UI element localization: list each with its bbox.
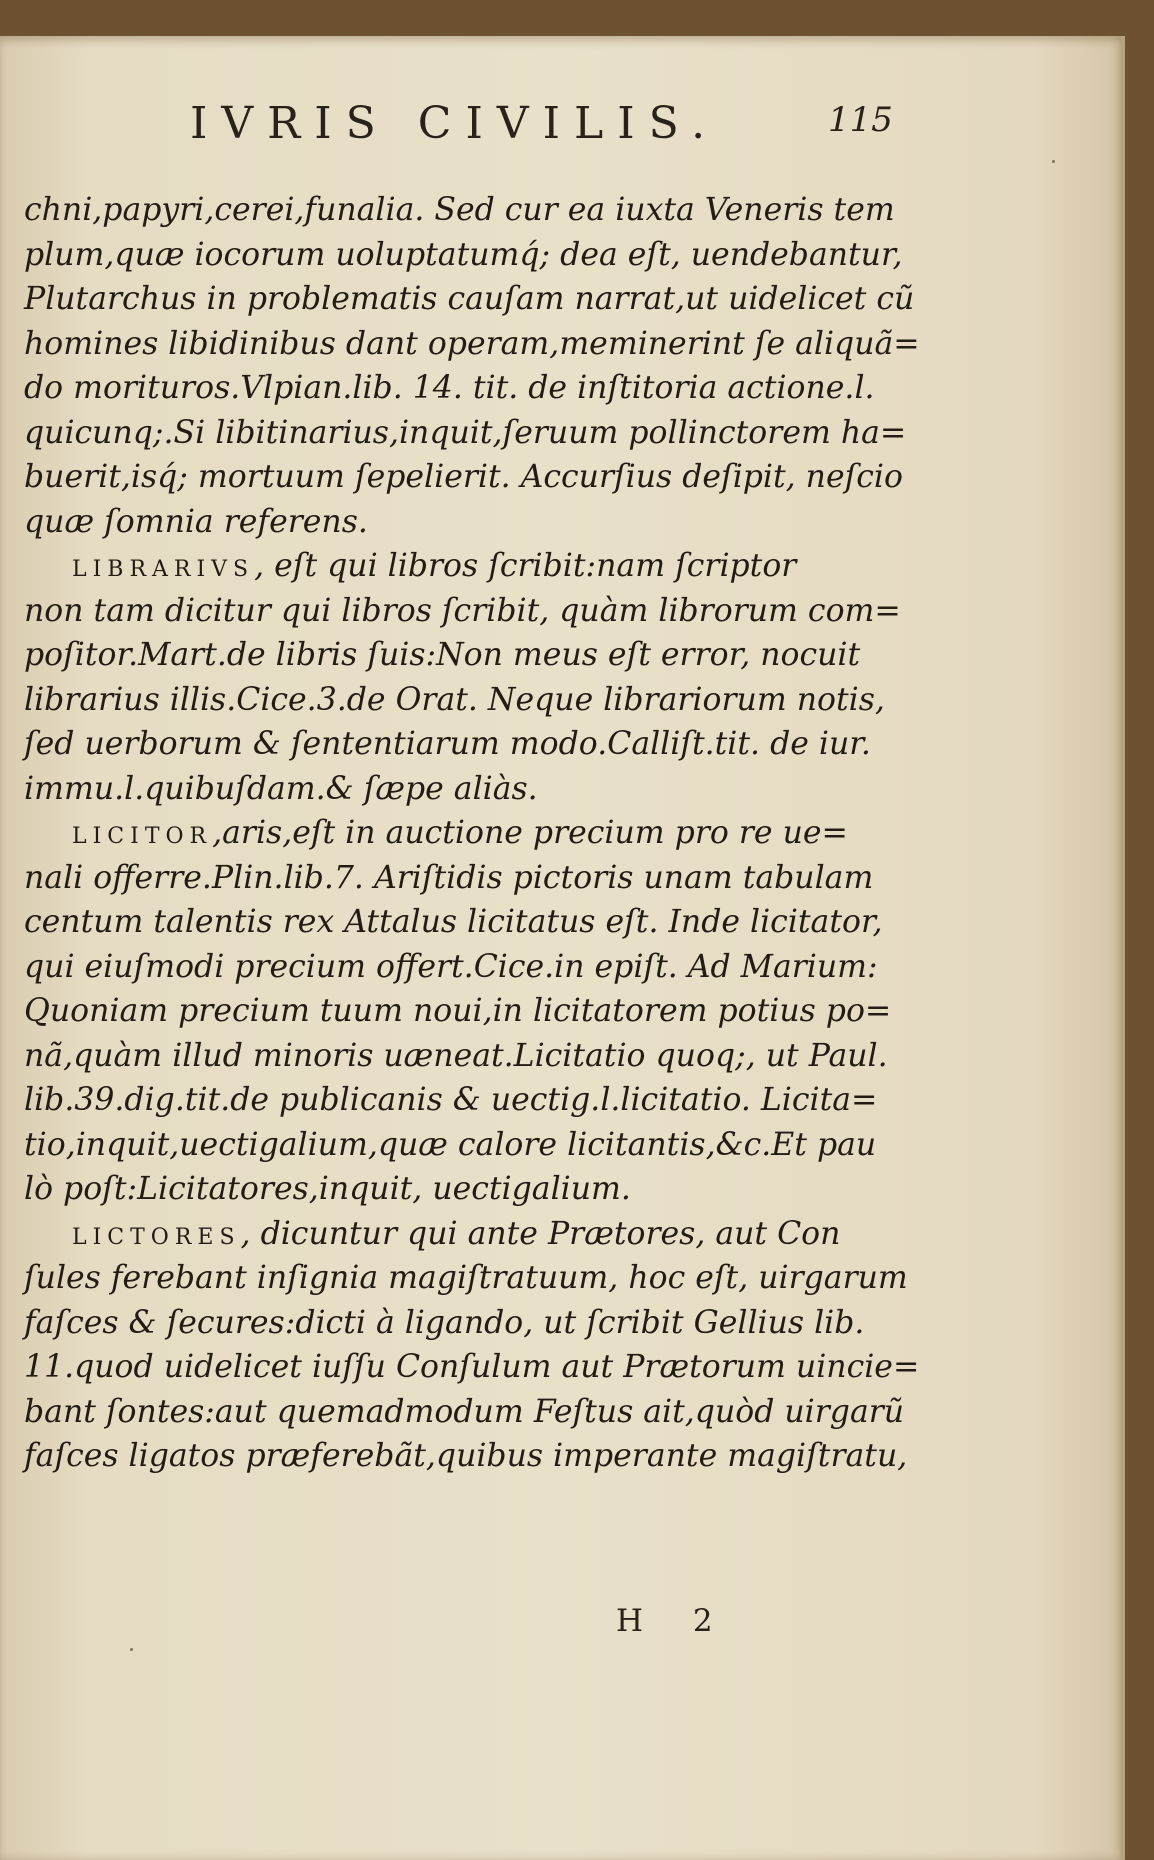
line-text: bant ſontes:aut quemadmodum Feſtus ait,quòd uirgarũ: [24, 1393, 905, 1430]
line-text: non tam dicitur qui libros ſcribit, quàm librorum com=: [24, 592, 901, 629]
line-text: quæ ſomnia referens.: [24, 503, 368, 540]
text-line: [24, 322, 920, 367]
line-text: poſitor.Mart.de libris ſuis:Non meus eſt error, nocuit: [24, 637, 861, 673]
signature-mark: H 2: [616, 1603, 733, 1639]
line-text: , dicuntur qui ante Prætores, aut Con: [240, 1215, 841, 1252]
line-text: lò poſt:Licitatores,inquit, uectigalium.: [24, 1171, 631, 1207]
line-text: Quoniam precium tuum noui,in licitatorem potius po=: [24, 993, 892, 1029]
paper-speck: [1052, 160, 1055, 163]
page-header: [190, 98, 910, 158]
text-line: [24, 1301, 865, 1346]
entry-headword: LICITOR: [72, 824, 213, 849]
line-text: ſules ferebant inſignia magiſtratuum, hoc eſt, uirgarum: [24, 1260, 908, 1296]
entry-first-line: [24, 811, 854, 856]
text-line: [24, 1034, 888, 1079]
line-text: Plutarchus in problematis cauſam narrat,ut uidelicet cũ: [24, 281, 915, 317]
page-edge: [1121, 36, 1125, 1860]
text-line: [24, 277, 915, 322]
line-text: centum talentis rex Attalus licitatus eſt. Inde licitator,: [24, 904, 883, 940]
paper-speck: [130, 1648, 133, 1651]
text-line: [24, 1167, 854, 1212]
line-text: quicunq;.Si libitinarius,inquit,ſeruum pollinctorem ha=: [24, 414, 907, 451]
line-text: ,aris,eſt in auctione precium pro re ue=: [212, 815, 848, 851]
entry-headword: LIBRARIVS: [72, 557, 255, 582]
entry-first-line: [24, 1212, 854, 1257]
text-line: [24, 1256, 908, 1301]
text-line: [24, 722, 871, 767]
text-line: [24, 678, 885, 723]
text-line: [24, 500, 854, 545]
text-line: [24, 1390, 905, 1435]
text-line: [24, 900, 883, 945]
line-text: nali offerre.Plin.lib.7. Ariſtidis pictoris unam tabulam: [24, 859, 874, 896]
line-text: 11.quod uidelicet iuſſu Conſulum aut Prætorum uincie=: [24, 1349, 920, 1385]
line-text: tio,inquit,uectigalium,quæ calore licitantis,&c.Et pau: [24, 1126, 877, 1163]
text-line: [24, 989, 892, 1034]
text-line: [24, 767, 854, 812]
line-text: plum,quæ iocorum uoluptatumq́; dea eſt, uendebantur,: [24, 236, 903, 273]
text-line: [24, 1434, 908, 1479]
text-line: [24, 633, 861, 678]
text-line: [24, 945, 878, 990]
text-line: [24, 233, 903, 278]
text-line: [24, 856, 874, 901]
text-line: [24, 411, 907, 456]
text-line: [24, 455, 903, 500]
text-line: [24, 1345, 920, 1390]
text-line: [24, 1123, 877, 1168]
line-text: immu.l.quibuſdam.& ſæpe aliàs.: [24, 770, 538, 807]
line-text: do morituros.Vlpian.lib. 14. tit. de inſtitoria actione.l.: [24, 370, 875, 406]
line-text: buerit,isq́; mortuum ſepelierit. Accurſius deſipit, neſcio: [24, 459, 903, 495]
running-title: IVRIS CIVILIS.: [190, 98, 720, 149]
line-text: chni,papyri,cerei,funalia. Sed cur ea iuxta Veneris tem: [24, 192, 895, 228]
text-line: [24, 589, 901, 634]
body-text: [24, 188, 920, 1479]
line-text: lib.39.dig.tit.de publicanis & uectig.l.licitatio. Licita=: [24, 1082, 878, 1118]
entry-first-line: [24, 544, 854, 589]
line-text: qui eiuſmodi precium offert.Cice.in epiſt. Ad Marium:: [24, 948, 878, 985]
text-line: [24, 188, 895, 233]
text-line: [24, 1078, 878, 1123]
line-text: homines libidinibus dant operam,meminerint ſe aliquã=: [24, 325, 920, 362]
line-text: ſed uerborum & ſententiarum modo.Calliſt.tit. de iur.: [24, 726, 871, 762]
text-line: [24, 366, 875, 411]
line-text: , eſt qui libros ſcribit:nam ſcriptor: [254, 548, 797, 584]
line-text: faſces ligatos præferebãt,quibus imperante magiſtratu,: [24, 1438, 908, 1474]
folio-number: 115: [828, 100, 893, 140]
entry-headword: LICTORES: [72, 1224, 241, 1250]
line-text: nã,quàm illud minoris uæneat.Licitatio quoq;, ut Paul.: [24, 1037, 888, 1074]
line-text: librarius illis.Cice.3.de Orat. Neque librariorum notis,: [24, 681, 885, 718]
line-text: faſces & ſecures:dicti à ligando, ut ſcribit Gellius lib.: [24, 1304, 865, 1341]
